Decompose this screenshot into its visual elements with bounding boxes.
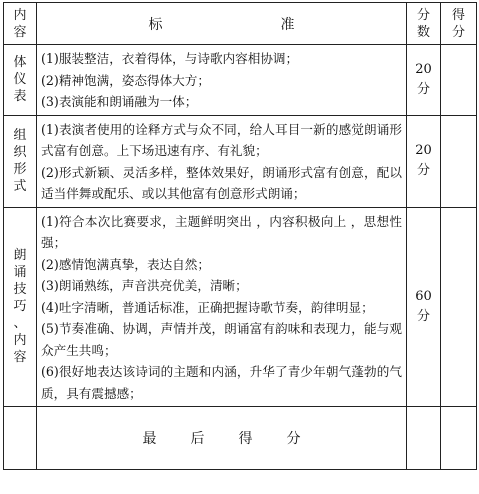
header-content: 内 容 xyxy=(4,3,37,45)
criteria-item: (1)服装整洁，衣着得体，与诗歌内容相协调； xyxy=(41,51,299,66)
table-row xyxy=(4,207,477,407)
header-got: 得 分 xyxy=(441,3,477,45)
score-cell: 20 分 xyxy=(407,45,441,116)
table-row xyxy=(4,115,477,207)
category-cell: 朗 诵 技 巧 、 内 容 xyxy=(4,207,37,407)
header-score: 分 数 xyxy=(407,3,441,45)
criteria-item: (3)表演能和朗诵融为一体； xyxy=(41,94,198,109)
final-blank-cell xyxy=(407,407,441,470)
got-cell[interactable] xyxy=(441,115,477,207)
criteria-item: (2)形式新颖、灵活多样，整体效果好，朗诵形式富有创意，配以适当伴舞或配乐、或以其他富有创意形式朗诵； xyxy=(41,164,402,201)
final-blank-cell xyxy=(4,407,37,470)
table-row xyxy=(4,45,477,116)
category-cell: 组 织 形 式 xyxy=(4,115,37,207)
category-cell: 体 仪 表 xyxy=(4,45,37,116)
criteria-item: (4)吐字清晰，普通话标准，正确把握诗歌节奏，韵律明显； xyxy=(41,299,374,315)
criteria-item: (1)符合本次比赛要求，主题鲜明突出 ，内容积极向上 ，思想性强； xyxy=(41,213,402,250)
final-score-label: 最 后 得 分 xyxy=(37,407,407,470)
got-cell[interactable] xyxy=(441,45,477,116)
criteria-item: (5)节奏准确、协调，声情并茂，朗诵富有韵味和表现力，能与观众产生共鸣； xyxy=(41,321,402,358)
score-cell: 20 分 xyxy=(407,115,441,207)
criteria-item: (2)精神饱满，姿态得体大方； xyxy=(41,72,210,88)
criteria-cell xyxy=(37,45,407,116)
final-score-row xyxy=(4,407,477,470)
criteria-item: (3)朗诵熟练，声音洪亮优美，清晰； xyxy=(41,278,248,293)
score-cell: 60 分 xyxy=(407,207,441,407)
header-standard: 标 准 xyxy=(37,3,407,45)
header-row xyxy=(4,3,477,45)
final-score-cell[interactable] xyxy=(441,407,477,470)
scoring-table xyxy=(3,2,477,470)
criteria-cell xyxy=(37,207,407,407)
criteria-cell xyxy=(37,115,407,207)
criteria-item: (6)很好地表达该诗词的主题和内涵，升华了青少年朝气蓬勃的气质，具有震撼感； xyxy=(41,364,402,401)
criteria-item: (2)感情饱满真挚，表达自然； xyxy=(41,256,210,272)
criteria-item: (1)表演者使用的诠释方式与众不同，给人耳目一新的感觉朗诵形式富有创意。上下场迅速有序、有礼貌； xyxy=(41,121,402,158)
got-cell[interactable] xyxy=(441,207,477,407)
